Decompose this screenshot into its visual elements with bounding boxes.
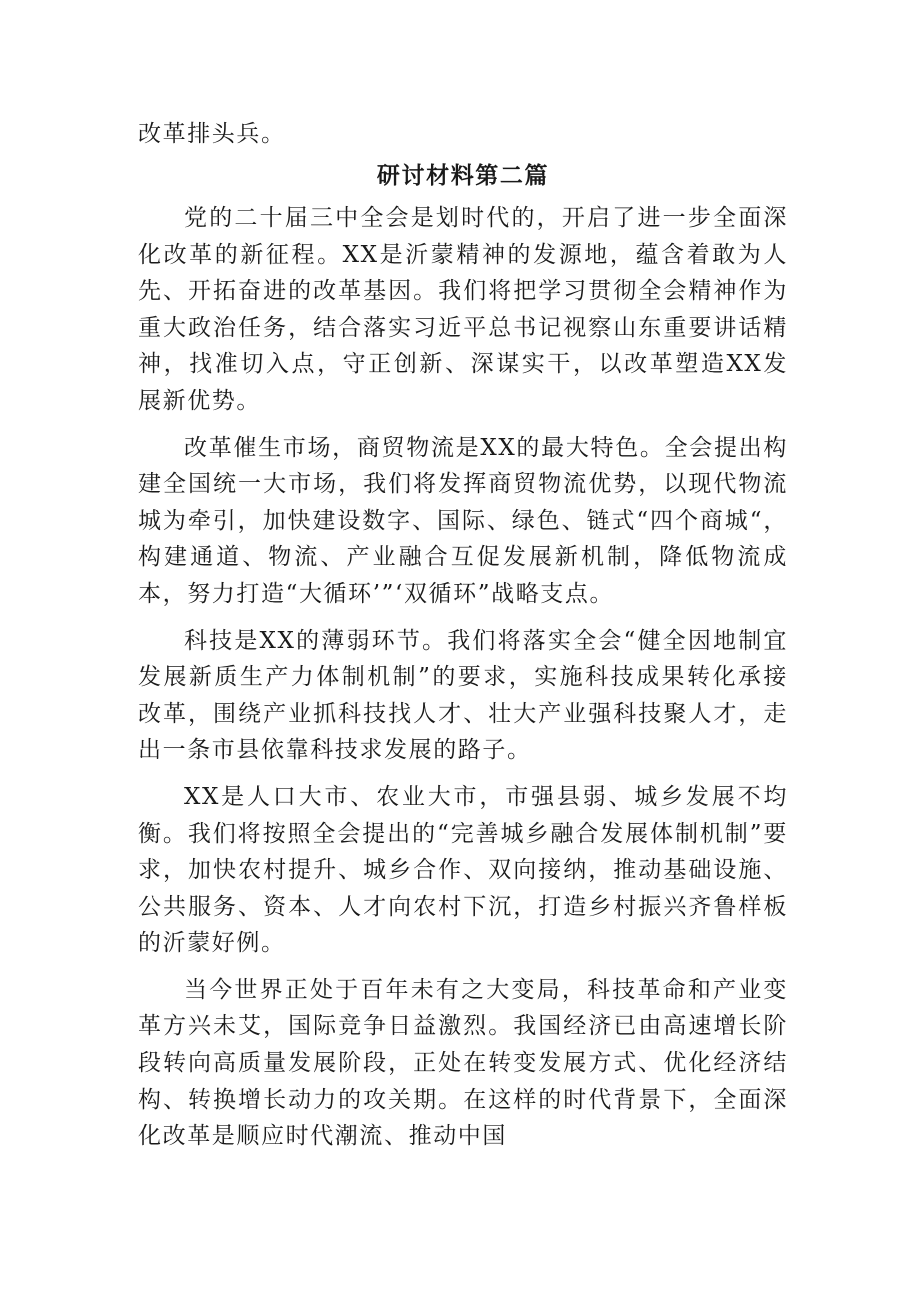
paragraph: XX是人口大市、农业大市，市强县弱、城乡发展不均衡。我们将按照全会提出的“完善城乡融合发展体制机制”要求，加快农村提升、城乡合作、双向接纳，推动基础设施、公共服务、资本、人才向农村下沉，打造乡村振兴齐鲁样板的沂蒙好例。 — [138, 783, 788, 957]
paragraph: 当今世界正处于百年未有之大变局，科技革命和产业变革方兴未艾，国际竞争日益激烈。我国经济已由高速增长阶段转向高质量发展阶段，正处在转变发展方式、优化经济结构、转换增长动力的攻关期。在这样的时代背景下，全面深化改革是顺应时代潮流、推动中国 — [138, 976, 788, 1150]
paragraph: 党的二十届三中全会是划时代的，开启了进一步全面深化改革的新征程。XX是沂蒙精神的发源地，蕴含着敢为人先、开拓奋进的改革基因。我们将把学习贯彻全会精神作为重大政治任务，结合落实习近平总书记视察山东重要讲话精神，找准切入点，守正创新、深谋实干，以改革塑造XX发展新优势。 — [138, 205, 788, 414]
body-text — [138, 200, 788, 1165]
carryover-text — [138, 116, 788, 153]
carryover-line: 改革排头兵。 — [138, 121, 286, 147]
paragraph: 科技是XX的薄弱环节。我们将落实全会“健全因地制宜发展新质生产力体制机制”的要求，实施科技成果转化承接改革，围绕产业抓科技找人才、壮大产业强科技聚人才，走出一条市县依靠科技求发展的路子。 — [138, 627, 788, 764]
section-heading: 研讨材料第二篇 — [376, 162, 550, 189]
paragraph: 改革催生市场，商贸物流是XX的最大特色。全会提出构建全国统一大市场，我们将发挥商贸物流优势，以现代物流城为牵引，加快建设数字、国际、绿色、链式“四个商城“，构建通道、物流、产业融合互促发展新机制，降低物流成本，努力打造“大循环’”‘双循环”战略支点。 — [138, 434, 788, 607]
